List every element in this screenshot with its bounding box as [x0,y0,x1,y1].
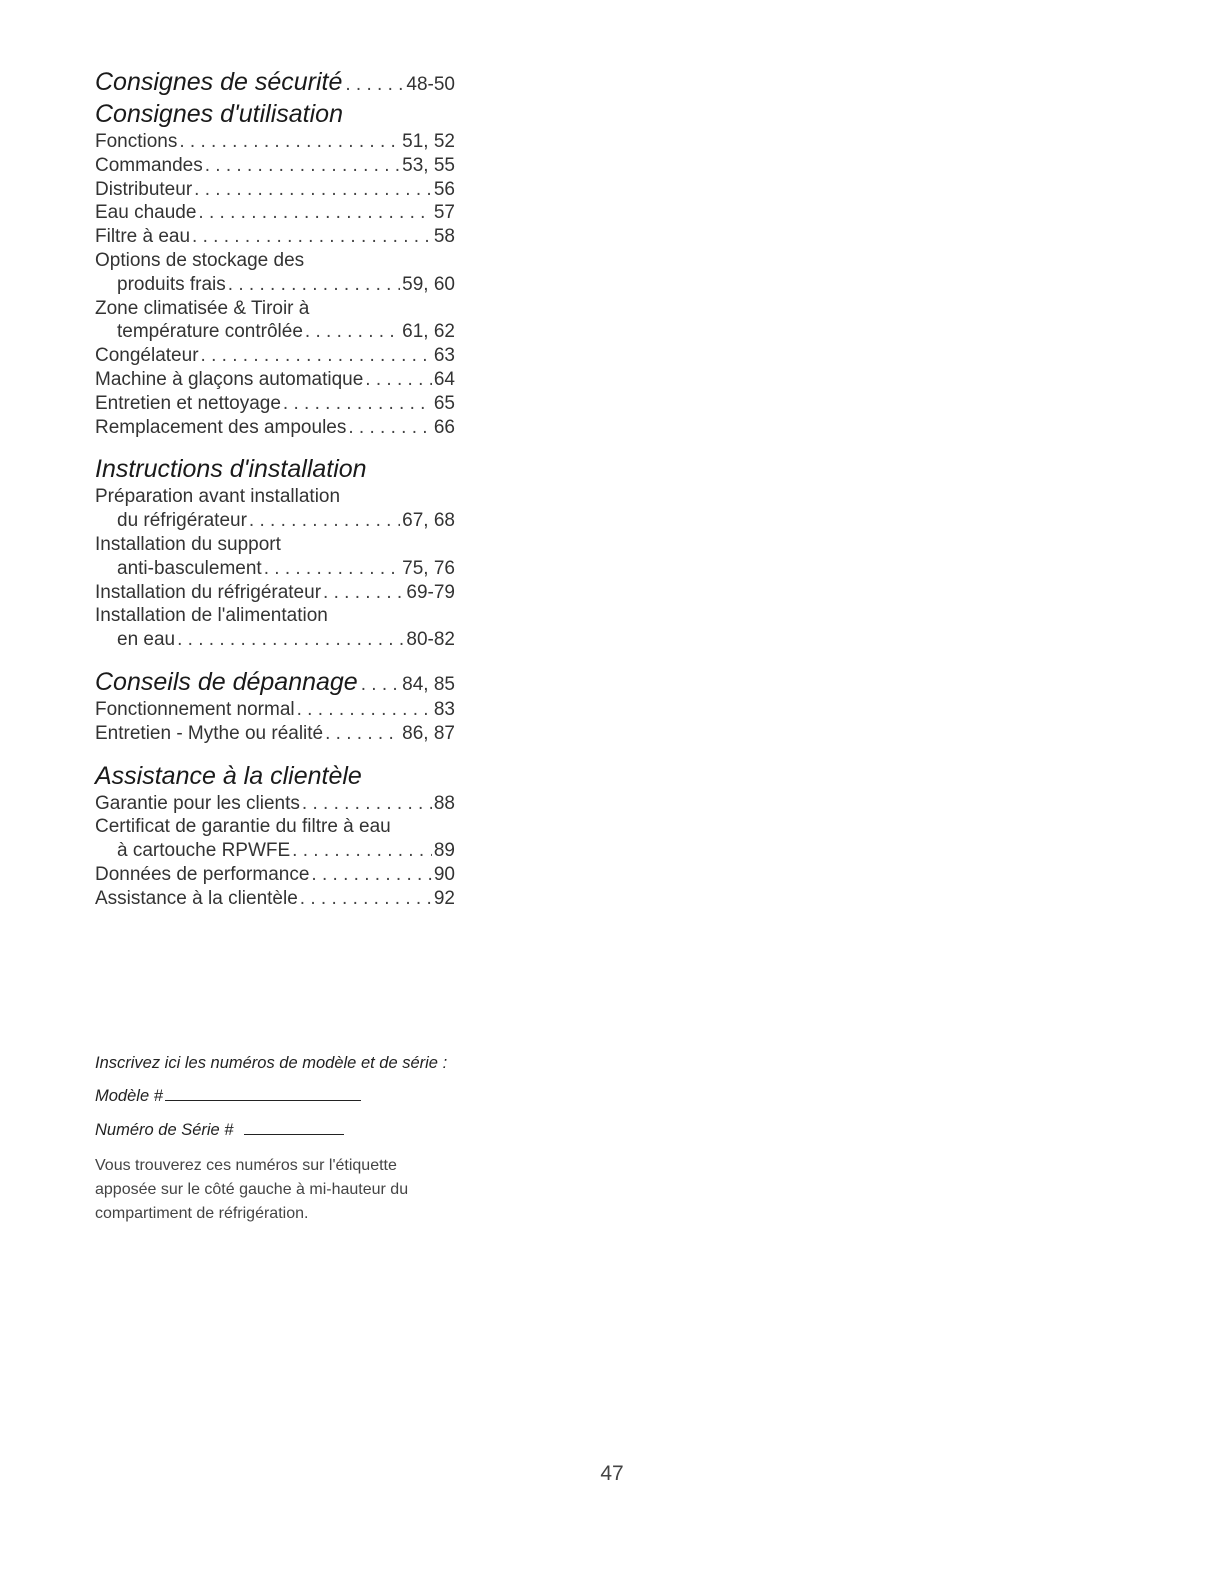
page-ref: 51, 52 [402,131,455,152]
page-ref: 83 [433,698,455,720]
entry-label: produits frais [117,273,226,295]
entry-label: Entretien et nettoyage [95,392,281,414]
entry-label: Remplacement des ampoules [95,416,347,438]
toc-entry[interactable] [95,344,455,368]
section-title: Instructions d'installation [95,455,367,484]
section-title: Assistance à la clientèle [95,761,362,790]
entry-label: à cartouche RPWFE [117,840,291,862]
entry-label: Assistance à la clientèle [95,887,298,909]
page-ref: 80-82 [406,629,455,651]
toc-entry-line: Installation du support [95,533,281,555]
entry-label: Entretien - Mythe ou réalité [95,722,324,744]
section-title: Conseils de dépannage [95,667,358,696]
table-of-contents [95,66,455,911]
entry-label: Garantie pour les clients [95,792,300,814]
page-ref: 57 [433,202,455,224]
section-title: Consignes de sécurité [95,68,343,96]
spacer [95,439,455,453]
toc-entry[interactable] [95,628,455,652]
page-ref: 56 [433,178,455,200]
entry-label: Fonctions [95,131,178,152]
leader-dots [348,416,432,440]
spacer [95,652,455,666]
page-ref: 59, 60 [402,273,455,295]
leader-dots [264,557,400,581]
entry-label: Installation du réfrigérateur [95,581,322,603]
toc-entry[interactable] [95,225,455,249]
leader-dots [192,225,432,249]
toc-entry[interactable] [95,863,455,887]
page-ref: 86, 87 [402,722,455,744]
leader-dots [361,674,399,696]
toc-entry[interactable] [95,416,455,440]
section-installation [95,453,455,652]
leader-dots [300,887,432,911]
leader-dots [179,130,400,154]
toc-entry[interactable] [95,154,455,178]
toc-entry[interactable] [95,201,455,225]
page-ref: 69-79 [406,581,455,603]
entry-label: en eau [117,629,176,651]
leader-dots [205,154,400,178]
entry-label: Données de performance [95,863,310,885]
page-ref: 53, 55 [402,154,455,176]
section-title: Consignes d'utilisation [95,100,343,128]
leader-dots [194,178,432,202]
page-ref: 92 [433,887,455,909]
note-body: Vous trouverez ces numéros sur l'étiquette apposée sur le côté gauche à mi-hauteur du compartiment de réfrigération. [95,1157,409,1222]
leader-dots [323,581,404,605]
section-header[interactable] [95,666,455,698]
serial-field[interactable] [95,1120,460,1140]
note-intro: Inscrivez ici les numéros de modèle et de série : [95,1054,448,1072]
page-ref: 48-50 [406,74,455,95]
page-ref: 88 [433,792,455,814]
entry-label: Machine à glaçons automatique [95,368,364,390]
toc-entry[interactable] [95,130,455,154]
leader-dots [292,839,432,863]
leader-dots [177,628,404,652]
toc-entry[interactable] [95,557,455,581]
leader-dots [297,698,432,722]
toc-entry[interactable] [95,722,455,746]
page-ref: 63 [433,345,455,367]
page-ref: 84, 85 [402,673,455,695]
toc-entry[interactable] [95,509,455,533]
model-field[interactable] [95,1086,460,1106]
entry-label: Distributeur [95,178,193,200]
leader-dots [249,509,400,533]
page-ref: 89 [433,840,455,862]
page-ref: 64 [433,368,455,390]
entry-label: Congélateur [95,345,199,367]
entry-label: Filtre à eau [95,226,191,248]
entry-label: Eau chaude [95,202,197,224]
section-securite [95,66,455,98]
leader-dots [365,368,432,392]
page-ref: 66 [433,416,455,438]
serial-label: Numéro de Série # [95,1121,234,1139]
leader-dots [345,74,403,96]
spacer [95,746,455,760]
entry-label: Commandes [95,154,203,176]
toc-entry[interactable] [95,887,455,911]
toc-entry[interactable] [95,178,455,202]
model-label: Modèle # [95,1087,163,1105]
toc-entry[interactable] [95,839,455,863]
leader-dots [283,392,432,416]
page-ref: 90 [433,863,455,885]
entry-label: température contrôlée [117,321,303,343]
page-ref: 67, 68 [402,510,455,532]
toc-entry[interactable] [95,273,455,297]
leader-dots [311,863,431,887]
section-depannage [95,666,455,746]
toc-entry[interactable] [95,581,455,605]
page-number: 47 [600,1462,624,1485]
toc-entry-line: Préparation avant installation [95,486,341,508]
toc-entry[interactable] [95,392,455,416]
toc-entry-line: Installation de l'alimentation [95,605,328,627]
leader-dots [201,344,432,368]
section-assistance [95,760,455,911]
leader-dots [325,722,400,746]
model-blank-line[interactable] [165,1086,361,1101]
page-ref: 61, 62 [402,321,455,343]
toc-entry[interactable] [95,792,455,816]
toc-entry[interactable] [95,320,455,344]
page-ref: 58 [433,226,455,248]
leader-dots [302,792,432,816]
toc-entry[interactable] [95,368,455,392]
model-serial-note [95,1052,460,1226]
serial-blank-line[interactable] [244,1120,344,1135]
leader-dots [198,201,431,225]
entry-label: Fonctionnement normal [95,698,295,720]
entry-label: anti-basculement [117,557,262,579]
toc-entry-line: Options de stockage des [95,249,305,271]
leader-dots [305,320,400,344]
section-header[interactable] [95,66,455,98]
section-utilisation [95,98,455,439]
toc-entry[interactable] [95,698,455,722]
leader-dots [228,273,400,297]
toc-entry-line: Certificat de garantie du filtre à eau [95,816,391,838]
entry-label: du réfrigérateur [117,510,247,532]
page-ref: 75, 76 [402,557,455,579]
toc-entry-line: Zone climatisée & Tiroir à [95,297,310,319]
page-ref: 65 [433,392,455,414]
